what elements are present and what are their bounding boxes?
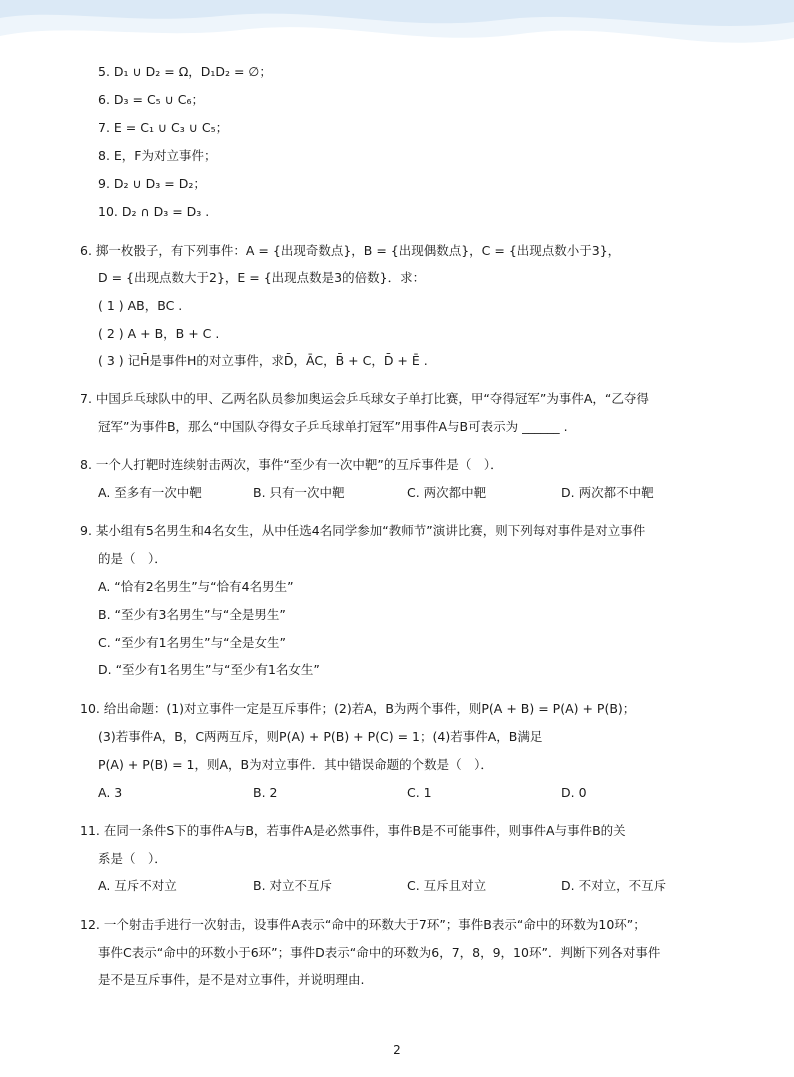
question-10-line: P(A) + P(B) = 1，则A，B为对立事件．其中错误命题的个数是（ ）． — [98, 757, 493, 772]
option-c: C. 两次都中靶 — [407, 485, 487, 500]
question-6-line: 6. 掷一枚骰子，有下列事件：A = {出现奇数点}，B = {出现偶数点}，C = {出现点数小于3}， — [80, 243, 621, 258]
question-6-part: ( 2 ) A + B，B + C . — [98, 326, 220, 341]
page-number: 2 — [393, 1043, 401, 1057]
question-12-line: 是不是互斥事件，是不是对立事件，并说明理由. — [98, 972, 365, 987]
option-a: A. “恰有2名男生”与“恰有4名男生” — [98, 579, 294, 594]
question-7-line: 冠军”为事件B，那么“中国队夺得女子乒乓球单打冠军”用事件A与B可表示为 ______ . — [98, 419, 568, 434]
question-10-line: (3)若事件A，B，C两两互斥，则P(A) + P(B) + P(C) = 1；(4)若事件A，B满足 — [98, 729, 543, 744]
option-b: B. 对立不互斥 — [253, 878, 333, 893]
question-12-line: 事件C表示“命中的环数小于6环”；事件D表示“命中的环数为6，7，8，9，10环”．判断下列各对事件 — [98, 945, 661, 960]
option-d: D. 0 — [561, 785, 587, 800]
list-item: 7. E = C₁ ∪ C₃ ∪ C₅； — [98, 120, 229, 135]
option-d: D. 不对立，不互斥 — [561, 878, 667, 893]
list-item: 6. D₃ = C₅ ∪ C₆； — [98, 92, 205, 107]
option-a: A. 至多有一次中靶 — [98, 485, 202, 500]
option-c: C. 互斥且对立 — [407, 878, 487, 893]
question-11-line: 11. 在同一条件S下的事件A与B，若事件A是必然事件，事件B是不可能事件，则事件A与事件B的关 — [80, 823, 626, 838]
question-11-line: 系是（ ）． — [98, 851, 167, 866]
option-b: B. “至少有3名男生”与“全是男生” — [98, 607, 286, 622]
question-6-part: ( 3 ) 记H̄是事件H的对立事件，求D̄，ĀC，B̄ + C，D̄ + Ē . — [98, 353, 428, 368]
list-item: 10. D₂ ∩ D₃ = D₃ . — [98, 204, 210, 219]
question-7-line: 7. 中国乒乓球队中的甲、乙两名队员参加奥运会乒乓球女子单打比赛，甲“夺得冠军”为事件A，“乙夺得 — [80, 391, 649, 406]
option-a: A. 3 — [98, 785, 123, 800]
list-item: 5. D₁ ∪ D₂ = Ω，D₁D₂ = ∅； — [98, 64, 272, 79]
question-6-line: D = {出现点数大于2}，E = {出现点数是3的倍数}．求： — [98, 270, 426, 285]
option-b: B. 只有一次中靶 — [253, 485, 345, 500]
question-9-line: 9. 某小组有5名男生和4名女生，从中任选4名同学参加“教师节”演讲比赛，则下列每对事件是对立事件 — [80, 523, 646, 538]
option-d: D. 两次都不中靶 — [561, 485, 654, 500]
list-item: 9. D₂ ∪ D₃ = D₂； — [98, 176, 206, 191]
list-item: 8. E，F为对立事件； — [98, 148, 217, 163]
question-12-line: 12. 一个射击手进行一次射击，设事件A表示“命中的环数大于7环”；事件B表示“命中的环数为10环”； — [80, 917, 646, 932]
option-a: A. 互斥不对立 — [98, 878, 177, 893]
question-8-stem: 8. 一个人打靶时连续射击两次，事件“至少有一次中靶”的互斥事件是（ ）． — [80, 457, 503, 472]
option-b: B. 2 — [253, 785, 278, 800]
question-9-line: 的是（ ）． — [98, 551, 167, 566]
option-d: D. “至少有1名男生”与“至少有1名女生” — [98, 662, 320, 677]
question-10-line: 10. 给出命题：(1)对立事件一定是互斥事件；(2)若A，B为两个事件，则P(A + B) = P(A) + P(B)； — [80, 701, 636, 716]
question-6-part: ( 1 ) AB，BC . — [98, 298, 183, 313]
option-c: C. “至少有1名男生”与“全是女生” — [98, 635, 287, 650]
option-c: C. 1 — [407, 785, 432, 800]
